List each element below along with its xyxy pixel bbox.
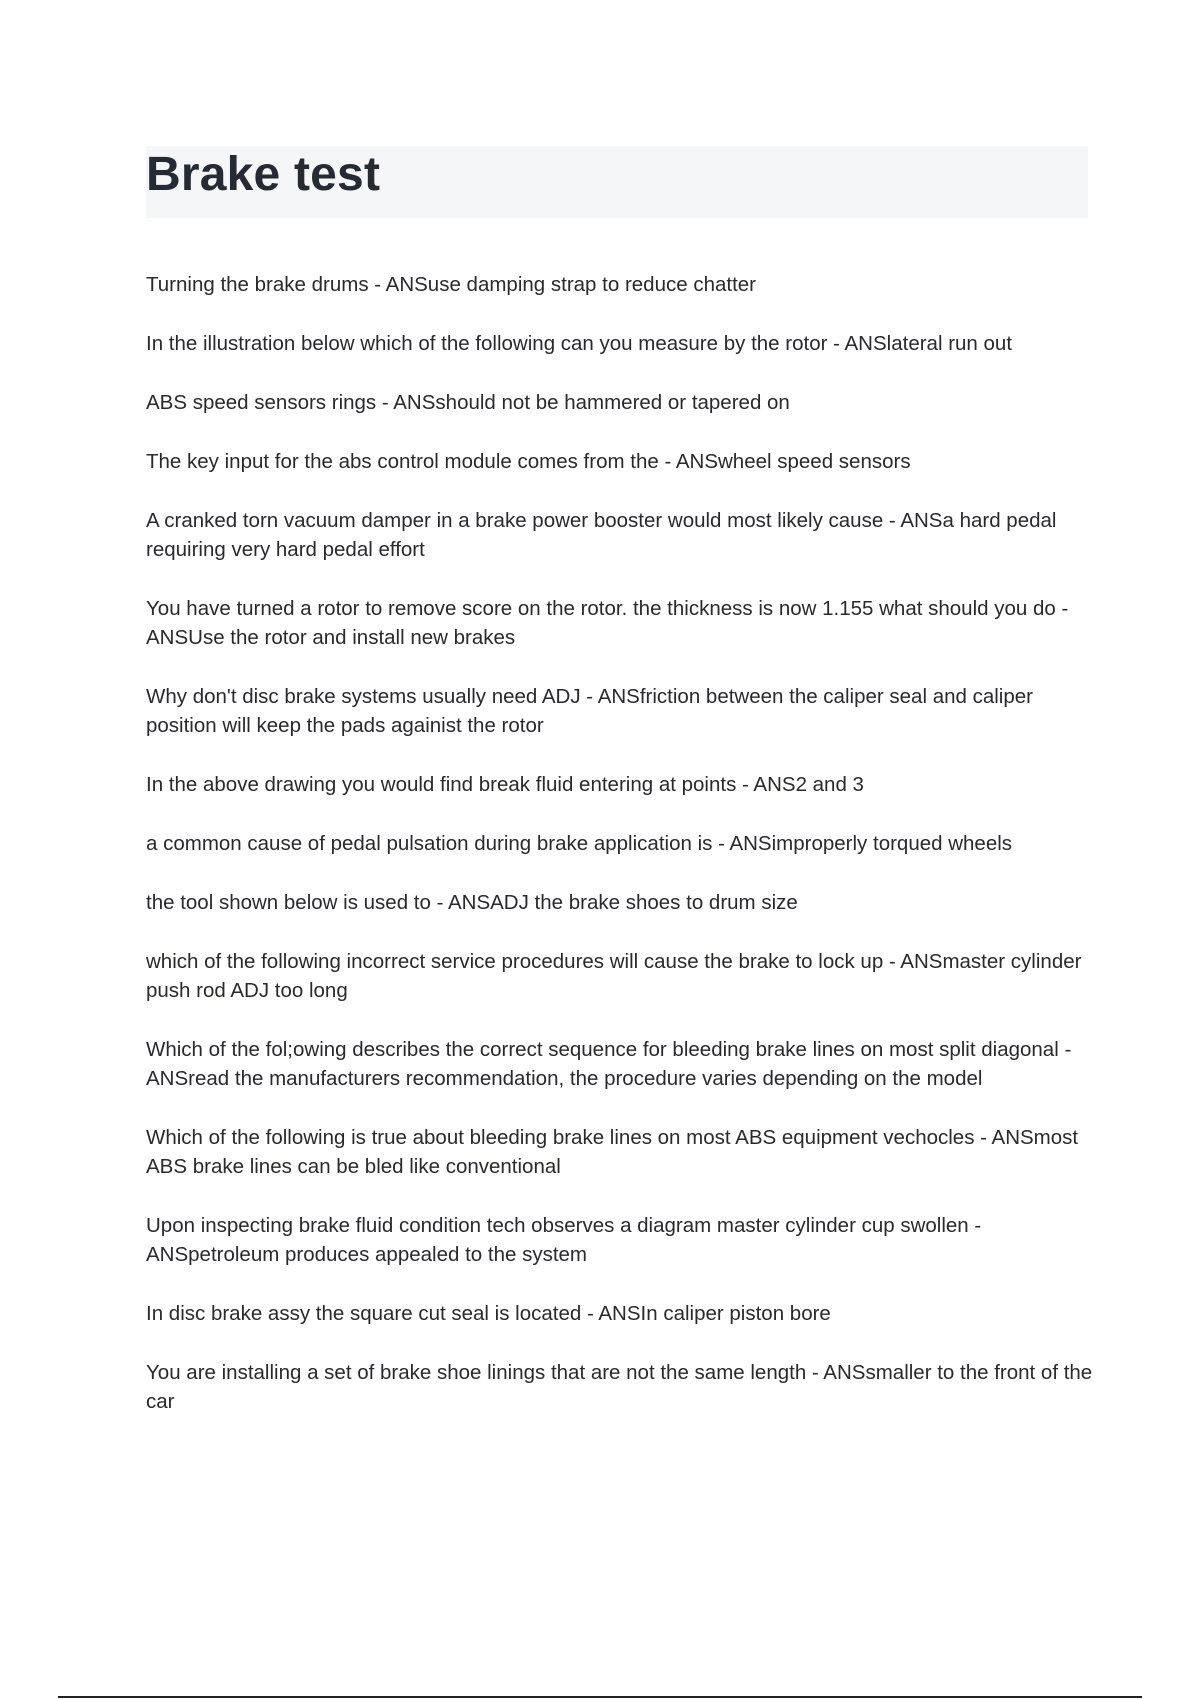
qa-item: A cranked torn vacuum damper in a brake power booster would most likely cause - ANSa hard pedal requiring very hard pedal effort <box>146 509 1057 561</box>
qa-item: In the illustration below which of the following can you measure by the rotor - ANSlateral run out <box>146 332 1013 355</box>
qa-item: You have turned a rotor to remove score on the rotor. the thickness is now 1.155 what should you do - ANSUse the rotor and install new brakes <box>146 597 1069 649</box>
qa-item: Why don't disc brake systems usually need ADJ - ANSfriction between the caliper seal and caliper position will keep the pads againist the rotor <box>146 685 1033 737</box>
title-banner <box>146 146 1088 218</box>
qa-item: The key input for the abs control module comes from the - ANSwheel speed sensors <box>146 450 911 473</box>
qa-item: Which of the fol;owing describes the correct sequence for bleeding brake lines on most split diagonal - ANSread the manufacturers recommendation, the procedure varies depending on the model <box>146 1038 1072 1090</box>
qa-item: In disc brake assy the square cut seal is located - ANSIn caliper piston bore <box>146 1302 831 1325</box>
qa-item: the tool shown below is used to - ANSADJ the brake shoes to drum size <box>146 891 798 914</box>
qa-item: a common cause of pedal pulsation during brake application is - ANSimproperly torqued wheels <box>146 832 1013 855</box>
qa-item: Which of the following is true about bleeding brake lines on most ABS equipment vechocles - ANSmost ABS brake lines can be bled like conventional <box>146 1126 1079 1178</box>
footer-divider <box>58 1696 1142 1698</box>
qa-item: which of the following incorrect service procedures will cause the brake to lock up - ANSmaster cylinder push rod ADJ too long <box>146 950 1082 1002</box>
qa-item: ABS speed sensors rings - ANSshould not be hammered or tapered on <box>146 391 790 414</box>
page-title: Brake test <box>146 148 381 201</box>
qa-list <box>146 270 1096 1446</box>
qa-item: Upon inspecting brake fluid condition tech observes a diagram master cylinder cup swollen - ANSpetroleum produces appealed to the system <box>146 1214 982 1266</box>
qa-item: You are installing a set of brake shoe linings that are not the same length - ANSsmaller to the front of the car <box>146 1361 1093 1413</box>
qa-item: In the above drawing you would find break fluid entering at points - ANS2 and 3 <box>146 773 864 796</box>
qa-item: Turning the brake drums - ANSuse damping strap to reduce chatter <box>146 273 756 296</box>
